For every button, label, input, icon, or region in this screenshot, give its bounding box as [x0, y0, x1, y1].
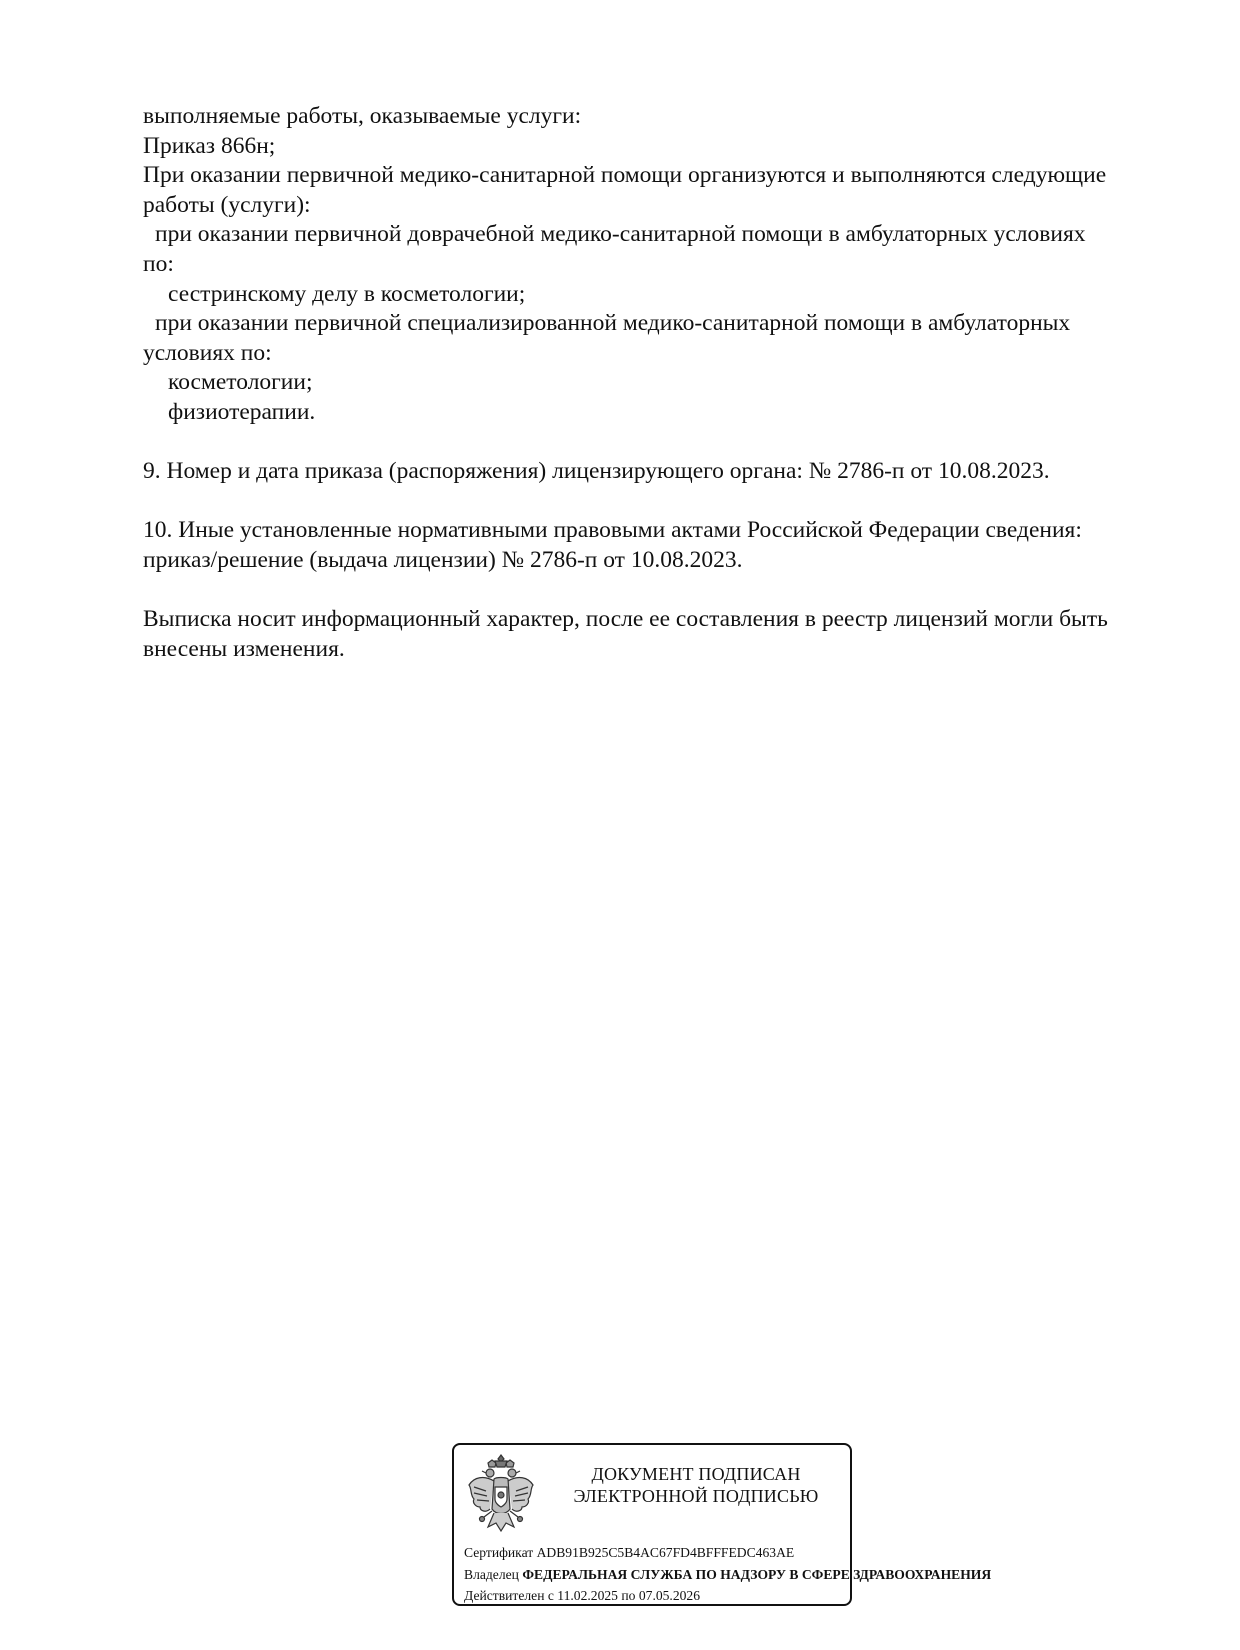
- other-info-item: 10. Иные установленные нормативными правовыми актами Российской Федерации сведения:: [143, 517, 1082, 544]
- owner-value: ФЕДЕРАЛЬНАЯ СЛУЖБА ПО НАДЗОРУ В СФЕРЕ ЗДРАВООХРАНЕНИЯ: [522, 1566, 992, 1582]
- owner-row: [464, 1564, 991, 1586]
- text-line: физиотерапии.: [168, 398, 316, 425]
- validity-row: Действителен с 11.02.2025 по 07.05.2026: [464, 1588, 701, 1603]
- certificate-row: [464, 1542, 991, 1564]
- other-info-item-cont: приказ/решение (выдача лицензии) № 2786-п от 10.08.2023.: [143, 546, 743, 573]
- text-line: выполняемые работы, оказываемые услуги:: [143, 103, 582, 129]
- russian-coat-of-arms-icon: [466, 1453, 536, 1535]
- license-order-item: 9. Номер и дата приказа (распоряжения) лицензирующего органа: № 2786-п от 10.08.2023.: [143, 458, 1050, 485]
- stamp-details: [464, 1542, 991, 1607]
- certificate-label: Сертификат: [464, 1545, 534, 1560]
- owner-label: Владелец: [464, 1566, 519, 1582]
- text-line: косметологии;: [168, 369, 313, 396]
- text-line: При оказании первичной медико-санитарной помощи организуются и выполняются следующие: [143, 162, 1107, 189]
- stamp-title-line: ДОКУМЕНТ ПОДПИСАН: [591, 1464, 801, 1484]
- text-line: условиях по:: [143, 339, 272, 366]
- electronic-signature-stamp: [452, 1443, 992, 1606]
- text-line: сестринскому делу в косметологии;: [168, 280, 526, 307]
- document-body: [143, 102, 1153, 664]
- text-line: при оказании первичной специализированной медико-санитарной помощи в амбулаторных: [155, 310, 1071, 337]
- disclaimer-note: Выписка носит информационный характер, после ее составления в реестр лицензий могли быть: [143, 606, 1108, 633]
- certificate-value: ADB91B925C5B4AC67FD4BFFFEDC463AE: [536, 1545, 795, 1560]
- text-line: при оказании первичной доврачебной медико-санитарной помощи в амбулаторных условиях: [155, 221, 1086, 248]
- text-line: работы (услуги):: [143, 191, 311, 218]
- text-line: Приказ 866н;: [143, 132, 276, 159]
- text-line: по:: [143, 250, 174, 277]
- stamp-title: [546, 1463, 846, 1507]
- stamp-title-line: ЭЛЕКТРОННОЙ ПОДПИСЬЮ: [573, 1486, 819, 1506]
- disclaimer-note-cont: внесены изменения.: [143, 635, 345, 662]
